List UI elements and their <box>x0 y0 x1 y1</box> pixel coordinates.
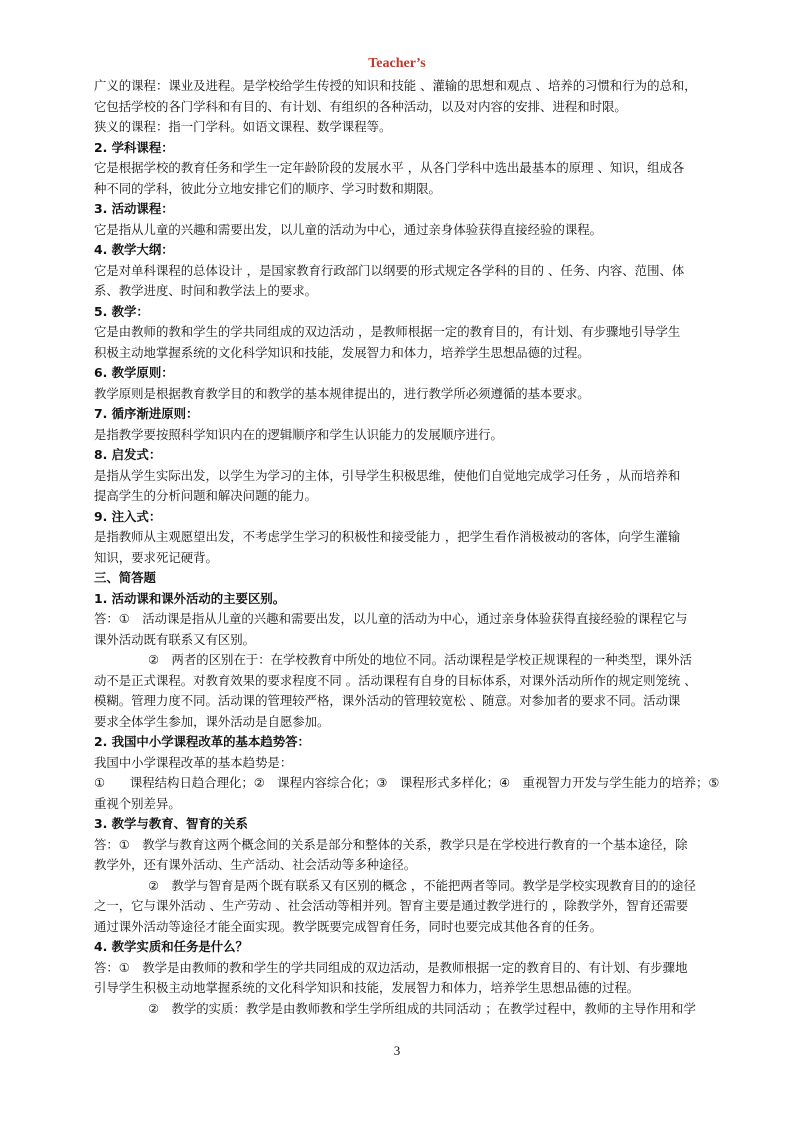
text-line: 知识，要求死记硬背。 <box>94 549 218 565</box>
text-line: 动不是正式课程。对教育效果的要求程度不同 。活动课程有自身的目标体系，对课外活动所作的规定则笼统 、 <box>94 672 697 688</box>
page-number: 3 <box>393 1043 401 1058</box>
text-line: 广义的课程：课业及进程。是学校给学生传授的知识和技能 、灌输的思想和观点 、培养的习惯和行为的总和， <box>94 78 697 93</box>
text-line: 是指教学要按照科学知识内在的逻辑顺序和学生认识能力的发展顺序进行。 <box>94 426 503 442</box>
text-line: 之一，它与课外活动 、生产劳动 、社会活动等相并列。智育主要是通过教学进行的 ，除教学外，智育还需要 <box>94 898 689 913</box>
text-line: 我国中小学课程改革的基本趋势是： <box>94 754 293 770</box>
document-body <box>94 76 724 1019</box>
text-line: 是指从学生实际出发，以学生为学习的主体，引导学生积极思维，使他们自觉地完成学习任务 ，从而培养和 <box>94 467 681 483</box>
text-line: 答：① 教学与教育这两个概念间的关系是部分和整体的关系，教学只是在学校进行教育的一个基本途径，除 <box>94 836 688 852</box>
text-line: 答：① 教学是由教师的教和学生的学共同组成的双边活动，是教师根据一定的教育目的、有计划、有步骤地 <box>94 959 688 975</box>
section-heading: 4. 教学实质和任务是什么？ <box>94 939 248 954</box>
page-header-title: Teacher’s <box>368 56 426 71</box>
text-line: 要求全体学生参加，课外活动是自愿参加。 <box>94 713 330 729</box>
section-heading: 8. 启发式： <box>94 447 162 462</box>
section-heading: 3. 教学与教育、智育的关系 <box>94 816 248 831</box>
section-heading: 2. 我国中小学课程改革的基本趋势答： <box>94 734 310 749</box>
text-line: 它是对单科课程的总体设计 ，是国家教育行政部门以纲要的形式规定各学科的目的 、任务、内容、范围、体 <box>94 262 685 278</box>
text-line: 是指教师从主观愿望出发，不考虑学生学习的积极性和接受能力 ，把学生看作消极被动的客体，向学生灌输 <box>94 529 681 544</box>
text-line: 通过课外活动等途径才能全面实现。教学既要完成智育任务，同时也要完成其他各育的任务。 <box>94 918 603 934</box>
text-line: 它是指从儿童的兴趣和需要出发，以儿童的活动为中心，通过亲身体验获得直接经验的课程。 <box>94 221 603 237</box>
section-heading: 3. 活动课程： <box>94 201 174 216</box>
section-heading: 9. 注入式： <box>94 508 162 524</box>
text-line: 教学原则是根据教育教学目的和教学的基本规律提出的，进行教学所必须遵循的基本要求。 <box>94 385 590 401</box>
text-line: 课外活动既有联系又有区别。 <box>94 631 256 647</box>
text-line: 积极主动地掌握系统的文化科学知识和技能，发展智力和体力，培养学生思想品德的过程。 <box>94 344 590 360</box>
text-line: 重视个别差异。 <box>94 795 181 811</box>
text-line: 答：① 活动课是指从儿童的兴趣和需要出发，以儿童的活动为中心，通过亲身体验获得直接经验的课程它与 <box>94 611 688 626</box>
text-line: 系、教学进度、时间和教学法上的要求。 <box>94 283 318 298</box>
section-heading: 6. 教学原则： <box>94 365 174 380</box>
text-line: ② 教学与智育是两个既有联系又有区别的概念 ，不能把两者等同。教学是学校实现教育目的的途径 <box>148 877 696 893</box>
section-heading: 7. 循序渐进原则： <box>94 406 199 421</box>
text-line: 模糊。管理力度不同。活动课的管理较严格，课外活动的管理较宽松 、随意。对参加者的要求不同。活动课 <box>94 693 681 708</box>
text-line: 狭义的课程：指一门学科。如语文课程、数学课程等。 <box>94 119 392 134</box>
text-line: ② 教学的实质：教学是由教师教和学生学所组成的共同活动 ；在教学过程中，教师的主导作用和学 <box>148 1000 696 1016</box>
text-line: 种不同的学科，彼此分立地安排它们的顺序、学习时数和期限。 <box>94 180 441 196</box>
section-heading: 三、简答题 <box>94 570 156 585</box>
text-line: 教学外，还有课外活动、生产活动、社会活动等多种途径。 <box>94 857 417 872</box>
text-line: 提高学生的分析问题和解决问题的能力。 <box>94 488 318 503</box>
section-heading: 2. 学科课程： <box>94 139 174 155</box>
text-line: ② 两者的区别在于：在学校教育中所处的地位不同。活动课程是学校正规课程的一种类型，课外活 <box>148 652 692 667</box>
section-heading: 5. 教学： <box>94 303 149 319</box>
text-line: ① 课程结构日趋合理化；② 课程内容综合化；③ 课程形式多样化；④ 重视智力开发与学生能力的培养；⑤ <box>94 775 720 790</box>
section-heading: 1. 活动课和课外活动的主要区别。 <box>94 590 286 606</box>
text-line: 它是由教师的教和学生的学共同组成的双边活动 ，是教师根据一定的教育目的，有计划、有步骤地引导学生 <box>94 324 681 339</box>
section-heading: 4. 教学大纲： <box>94 242 174 257</box>
text-line: 它包括学校的各门学科和有目的、有计划、有组织的各种活动，以及对内容的安排、进程和时限。 <box>94 98 627 114</box>
text-line: 它是根据学校的教育任务和学生一定年龄阶段的发展水平 ，从各门学科中选出最基本的原理 、知识，组成各 <box>94 160 685 175</box>
text-line: 引导学生积极主动地掌握系统的文化科学知识和技能，发展智力和体力，培养学生思想品德的过程。 <box>94 980 640 995</box>
